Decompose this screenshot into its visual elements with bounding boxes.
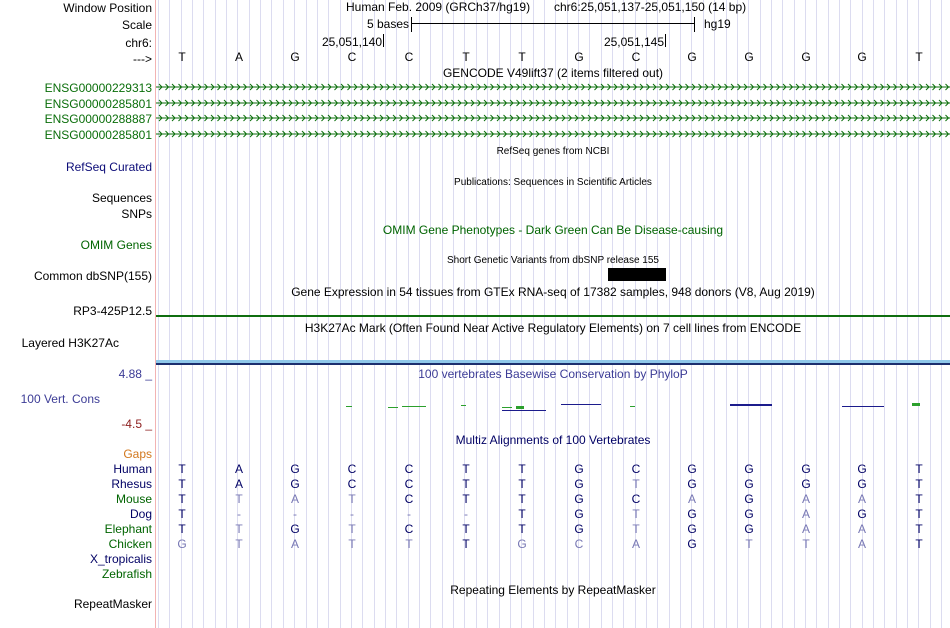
omim-track-title: OMIM Gene Phenotypes - Dark Green Can Be Disease-causing [382, 223, 724, 237]
omim-label[interactable]: OMIM Genes [80, 238, 152, 252]
alignment-base: A [290, 492, 299, 506]
alignment-base: T [518, 462, 526, 476]
alignment-base: G [687, 477, 697, 491]
reference-base: G [801, 50, 811, 64]
alignment-base: T [915, 522, 923, 536]
alignment-base: T [915, 507, 923, 521]
alignment-base: G [801, 462, 811, 476]
alignment-base: T [405, 537, 413, 551]
alignment-base: T [632, 507, 640, 521]
alignment-base: G [517, 537, 527, 551]
alignment-base: G [574, 522, 584, 536]
alignment-base: G [857, 507, 867, 521]
cons-min-label: -4.5 _ [121, 417, 152, 431]
reference-base: G [290, 50, 300, 64]
alignment-base: T [518, 477, 526, 491]
gene-label-2[interactable]: ENSG00000285801 [44, 97, 152, 111]
alignment-base: T [348, 492, 356, 506]
gtex-track-title: Gene Expression in 54 tissues from GTEx RNA-seq of 17382 samples, 948 donors (V8, Aug 2019) [291, 285, 815, 299]
alignment-base: A [801, 507, 810, 521]
reference-base: C [347, 50, 357, 64]
alignment-base: T [915, 477, 923, 491]
scale-bar-right-tick [694, 17, 695, 32]
alignment-base: T [915, 462, 923, 476]
alignment-base: G [744, 507, 754, 521]
phylop-signal [156, 396, 950, 416]
alignment-base: C [404, 492, 414, 506]
alignment-base: A [857, 492, 866, 506]
dbsnp-variant-block[interactable] [608, 268, 666, 281]
alignment-base: C [404, 522, 414, 536]
alignment-base: G [290, 462, 300, 476]
alignment-base: T [462, 537, 470, 551]
alignment-base: A [234, 462, 243, 476]
reference-base: A [234, 50, 243, 64]
species-label-chicken: Chicken [108, 537, 152, 551]
alignment-base: - [407, 507, 411, 521]
alignment-base: T [518, 522, 526, 536]
alignment-base: T [745, 537, 753, 551]
alignment-base: G [857, 462, 867, 476]
chrom-label: chr6: [125, 36, 152, 50]
alignment-base: G [687, 462, 697, 476]
alignment-base: G [687, 537, 697, 551]
alignment-base: G [857, 477, 867, 491]
alignment-base: G [574, 492, 584, 506]
species-label-x-tropicalis: X_tropicalis [89, 552, 152, 566]
alignment-base: T [348, 537, 356, 551]
species-label-mouse: Mouse [115, 492, 152, 506]
alignment-base: T [235, 492, 243, 506]
alignment-base: T [462, 462, 470, 476]
dbsnp-track-title: Short Genetic Variants from dbSNP release 155 [447, 255, 659, 266]
alignment-base: A [687, 492, 696, 506]
alignment-base: T [235, 537, 243, 551]
reference-base: G [857, 50, 867, 64]
assembly-title: Human Feb. 2009 (GRCh37/hg19) [346, 0, 531, 14]
alignment-base: T [348, 522, 356, 536]
alignment-base: C [404, 477, 414, 491]
alignment-base: C [404, 462, 414, 476]
alignment-base: T [632, 477, 640, 491]
species-label-rhesus: Rhesus [111, 477, 152, 491]
alignment-base: - [464, 507, 468, 521]
alignment-base: G [744, 522, 754, 536]
h3k27ac-track-title: H3K27Ac Mark (Often Found Near Active Regulatory Elements) on 7 cell lines from ENCODE [304, 321, 802, 335]
track-image-area[interactable] [156, 0, 950, 628]
alignment-base: - [237, 507, 241, 521]
alignment-base: A [801, 522, 810, 536]
alignment-base: T [178, 507, 186, 521]
alignment-base: G [290, 477, 300, 491]
h3k27ac-signal-bottom [156, 363, 950, 365]
alignment-base: G [687, 507, 697, 521]
multiz-track-title: Multiz Alignments of 100 Vertebrates [455, 433, 651, 447]
alignment-base: T [632, 522, 640, 536]
cons-max-label: 4.88 _ [118, 367, 152, 381]
alignment-base: T [802, 537, 810, 551]
alignment-base: - [350, 507, 354, 521]
alignment-base: T [178, 492, 186, 506]
cons-track-label[interactable]: 100 Vert. Cons [20, 392, 100, 406]
coord-tick-2 [665, 34, 666, 47]
publications-track-title: Publications: Sequences in Scientific Articles [454, 177, 652, 188]
sequences-label[interactable]: Sequences [91, 191, 152, 205]
reference-base: T [462, 50, 470, 64]
scale-db: hg19 [704, 17, 731, 31]
alignment-base: C [347, 477, 357, 491]
reference-base: T [178, 50, 186, 64]
reference-base: C [404, 50, 414, 64]
alignment-base: C [631, 462, 641, 476]
alignment-base: A [290, 537, 299, 551]
reference-base: G [744, 50, 754, 64]
alignment-base: G [574, 462, 584, 476]
species-label-human: Human [113, 462, 152, 476]
alignment-base: G [177, 537, 187, 551]
alignment-base: T [178, 462, 186, 476]
alignment-base: C [631, 492, 641, 506]
species-label-dog: Dog [129, 507, 152, 521]
gene-label-3[interactable]: ENSG00000288887 [44, 112, 152, 126]
position-text: chr6:25,051,137-25,051,150 (14 bp) [554, 0, 747, 14]
scale-text: 5 bases [366, 17, 409, 31]
alignment-base: G [744, 492, 754, 506]
alignment-base: G [744, 477, 754, 491]
snps-label[interactable]: SNPs [121, 207, 152, 221]
reference-base: T [915, 50, 923, 64]
alignment-base: G [801, 477, 811, 491]
alignment-base: C [574, 537, 584, 551]
h3k27ac-label[interactable]: Layered H3K27Ac [21, 336, 119, 350]
window-position-label: Window Position [63, 1, 152, 15]
repeatmasker-label[interactable]: RepeatMasker [73, 597, 152, 611]
dbsnp-label[interactable]: Common dbSNP(155) [33, 269, 152, 283]
alignment-base: T [235, 522, 243, 536]
alignment-base: T [462, 492, 470, 506]
coord-label-1: 25,051,140 [321, 35, 382, 49]
alignment-base: T [178, 477, 186, 491]
alignment-base: A [857, 522, 866, 536]
alignment-base: A [801, 492, 810, 506]
species-label-elephant: Elephant [104, 522, 152, 536]
track-label-column [0, 0, 155, 628]
strand-arrow-label[interactable]: ---> [133, 52, 152, 66]
alignment-base: C [347, 462, 357, 476]
reference-base: C [631, 50, 641, 64]
scale-bar [411, 23, 695, 24]
alignment-base: G [574, 477, 584, 491]
alignment-base: T [518, 507, 526, 521]
alignment-base: T [915, 492, 923, 506]
gene-label-4[interactable]: ENSG00000285801 [44, 128, 152, 142]
alignment-base: T [178, 522, 186, 536]
alignment-base: G [687, 522, 697, 536]
alignment-base: G [574, 507, 584, 521]
reference-base: G [574, 50, 584, 64]
phylop-track-title: 100 vertebrates Basewise Conservation by PhyloP [418, 367, 688, 381]
scale-bar-left-tick [411, 17, 412, 32]
gencode-track-title: GENCODE V49lift37 (2 items filtered out) [442, 66, 664, 80]
gencode-gene-features[interactable] [156, 80, 950, 142]
alignment-base: T [462, 522, 470, 536]
repeatmasker-track-title: Repeating Elements by RepeatMasker [450, 583, 656, 597]
rp3-feature-bar[interactable] [156, 315, 950, 317]
coord-label-2: 25,051,145 [603, 35, 664, 49]
coord-tick-1 [383, 34, 384, 47]
scale-label: Scale [121, 18, 152, 32]
alignment-base: A [234, 477, 243, 491]
rp3-label[interactable]: RP3-425P12.5 [73, 304, 152, 318]
refseq-track-title: RefSeq genes from NCBI [496, 146, 610, 157]
reference-base: G [687, 50, 697, 64]
reference-base: T [518, 50, 526, 64]
alignment-base: T [518, 492, 526, 506]
alignment-base: - [293, 507, 297, 521]
alignment-base: A [857, 537, 866, 551]
alignment-base: A [631, 537, 640, 551]
alignment-base: G [744, 462, 754, 476]
gene-label-1[interactable]: ENSG00000229313 [44, 81, 152, 95]
alignment-base: T [915, 537, 923, 551]
species-label-zebrafish: Zebrafish [101, 567, 152, 581]
gaps-label[interactable]: Gaps [123, 447, 152, 461]
alignment-base: T [462, 477, 470, 491]
refseq-label[interactable]: RefSeq Curated [65, 160, 152, 174]
alignment-base: G [290, 522, 300, 536]
